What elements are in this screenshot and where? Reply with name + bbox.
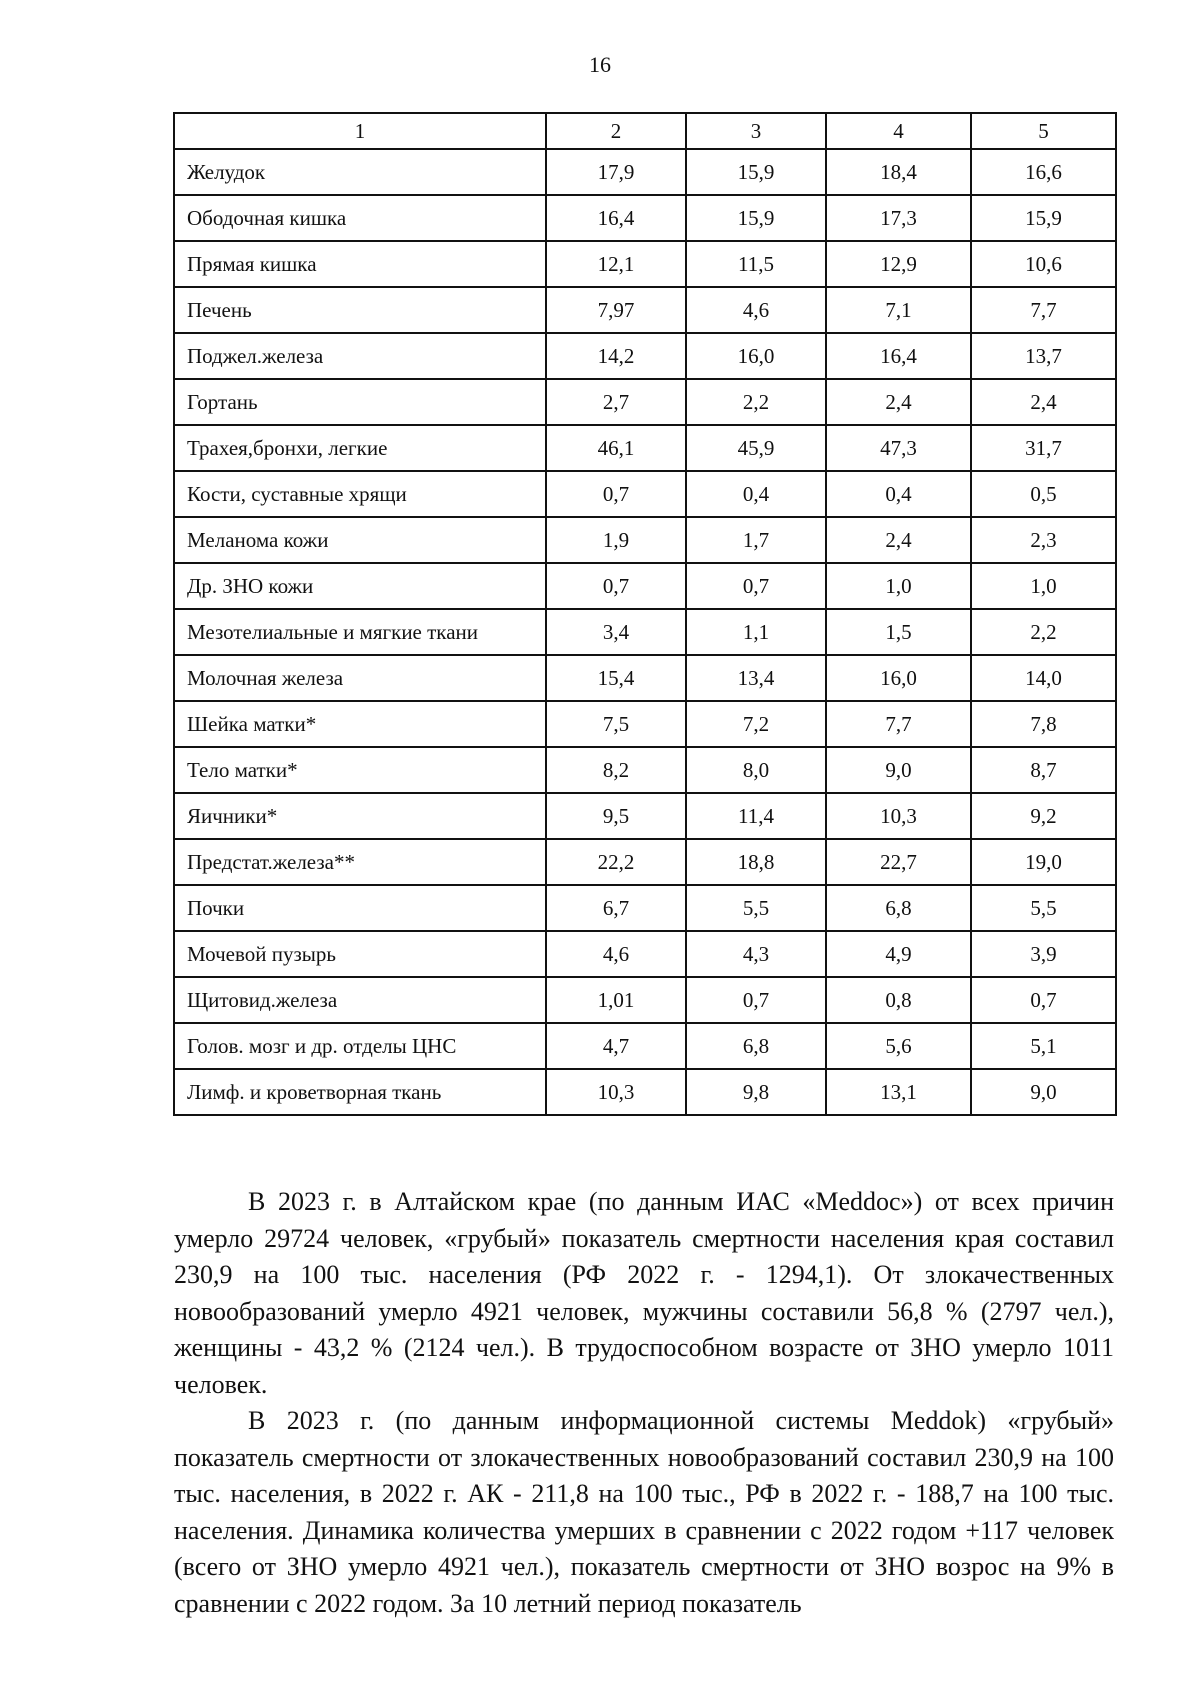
row-label: Молочная железа bbox=[174, 655, 546, 701]
value-cell: 2,2 bbox=[971, 609, 1116, 655]
table-row bbox=[174, 563, 1116, 609]
value-cell: 1,0 bbox=[971, 563, 1116, 609]
table-row bbox=[174, 425, 1116, 471]
value-cell: 31,7 bbox=[971, 425, 1116, 471]
table-row bbox=[174, 471, 1116, 517]
table-row bbox=[174, 655, 1116, 701]
value-cell: 19,0 bbox=[971, 839, 1116, 885]
value-cell: 7,5 bbox=[546, 701, 686, 747]
table-row bbox=[174, 793, 1116, 839]
value-cell: 1,01 bbox=[546, 977, 686, 1023]
value-cell: 3,4 bbox=[546, 609, 686, 655]
table-row bbox=[174, 701, 1116, 747]
value-cell: 9,5 bbox=[546, 793, 686, 839]
value-cell: 10,3 bbox=[546, 1069, 686, 1115]
value-cell: 0,8 bbox=[826, 977, 971, 1023]
value-cell: 15,9 bbox=[686, 195, 826, 241]
value-cell: 15,9 bbox=[971, 195, 1116, 241]
row-label: Яичники* bbox=[174, 793, 546, 839]
value-cell: 47,3 bbox=[826, 425, 971, 471]
table-row bbox=[174, 241, 1116, 287]
paragraph: В 2023 г. в Алтайском крае (по данным ИАС «Meddoc») от всех причин умерло 29724 человек, «грубый» показатель смертности населения края составил 230,9 на 100 тыс. населения (РФ 2022 г. - 1294,1). От злокачественных новообразований умерло 4921 человек, мужчины составили 56,8 % (2797 чел.), женщины - 43,2 % (2124 чел.). В трудоспособном возрасте от ЗНО умерло 1011 человек. bbox=[174, 1187, 1114, 1399]
row-label: Почки bbox=[174, 885, 546, 931]
value-cell: 6,8 bbox=[686, 1023, 826, 1069]
value-cell: 3,9 bbox=[971, 931, 1116, 977]
table-row bbox=[174, 1023, 1116, 1069]
row-label: Щитовид.железа bbox=[174, 977, 546, 1023]
value-cell: 7,97 bbox=[546, 287, 686, 333]
value-cell: 10,6 bbox=[971, 241, 1116, 287]
value-cell: 17,3 bbox=[826, 195, 971, 241]
row-label: Желудок bbox=[174, 149, 546, 195]
table-row bbox=[174, 747, 1116, 793]
value-cell: 16,4 bbox=[546, 195, 686, 241]
value-cell: 7,8 bbox=[971, 701, 1116, 747]
row-label: Прямая кишка bbox=[174, 241, 546, 287]
value-cell: 5,5 bbox=[971, 885, 1116, 931]
value-cell: 16,4 bbox=[826, 333, 971, 379]
value-cell: 7,2 bbox=[686, 701, 826, 747]
table-row bbox=[174, 379, 1116, 425]
value-cell: 2,3 bbox=[971, 517, 1116, 563]
value-cell: 5,5 bbox=[686, 885, 826, 931]
value-cell: 2,7 bbox=[546, 379, 686, 425]
row-label: Мезотелиальные и мягкие ткани bbox=[174, 609, 546, 655]
value-cell: 4,9 bbox=[826, 931, 971, 977]
row-label: Трахея,бронхи, легкие bbox=[174, 425, 546, 471]
value-cell: 5,1 bbox=[971, 1023, 1116, 1069]
value-cell: 7,7 bbox=[971, 287, 1116, 333]
value-cell: 11,4 bbox=[686, 793, 826, 839]
value-cell: 12,1 bbox=[546, 241, 686, 287]
value-cell: 8,2 bbox=[546, 747, 686, 793]
page-number: 16 bbox=[589, 52, 611, 77]
table-row bbox=[174, 977, 1116, 1023]
row-label: Мочевой пузырь bbox=[174, 931, 546, 977]
value-cell: 16,6 bbox=[971, 149, 1116, 195]
row-label: Ободочная кишка bbox=[174, 195, 546, 241]
value-cell: 12,9 bbox=[826, 241, 971, 287]
row-label: Гортань bbox=[174, 379, 546, 425]
value-cell: 5,6 bbox=[826, 1023, 971, 1069]
value-cell: 7,1 bbox=[826, 287, 971, 333]
value-cell: 15,4 bbox=[546, 655, 686, 701]
table-body bbox=[174, 149, 1116, 1115]
value-cell: 7,7 bbox=[826, 701, 971, 747]
table-row bbox=[174, 839, 1116, 885]
mortality-table bbox=[173, 112, 1117, 1116]
value-cell: 9,2 bbox=[971, 793, 1116, 839]
value-cell: 2,4 bbox=[971, 379, 1116, 425]
value-cell: 0,4 bbox=[826, 471, 971, 517]
value-cell: 1,9 bbox=[546, 517, 686, 563]
value-cell: 4,3 bbox=[686, 931, 826, 977]
row-label: Предстат.железа** bbox=[174, 839, 546, 885]
table-row bbox=[174, 195, 1116, 241]
value-cell: 18,4 bbox=[826, 149, 971, 195]
value-cell: 8,0 bbox=[686, 747, 826, 793]
column-header: 2 bbox=[546, 113, 686, 149]
table-row bbox=[174, 287, 1116, 333]
table-row bbox=[174, 517, 1116, 563]
value-cell: 14,2 bbox=[546, 333, 686, 379]
value-cell: 46,1 bbox=[546, 425, 686, 471]
row-label: Др. ЗНО кожи bbox=[174, 563, 546, 609]
value-cell: 14,0 bbox=[971, 655, 1116, 701]
value-cell: 1,5 bbox=[826, 609, 971, 655]
value-cell: 0,7 bbox=[686, 977, 826, 1023]
value-cell: 11,5 bbox=[686, 241, 826, 287]
value-cell: 6,7 bbox=[546, 885, 686, 931]
row-label: Кости, суставные хрящи bbox=[174, 471, 546, 517]
value-cell: 18,8 bbox=[686, 839, 826, 885]
value-cell: 13,7 bbox=[971, 333, 1116, 379]
table-row bbox=[174, 333, 1116, 379]
column-header: 3 bbox=[686, 113, 826, 149]
value-cell: 6,8 bbox=[826, 885, 971, 931]
value-cell: 22,2 bbox=[546, 839, 686, 885]
value-cell: 17,9 bbox=[546, 149, 686, 195]
row-label: Печень bbox=[174, 287, 546, 333]
paragraph: В 2023 г. (по данным информационной системы Meddok) «грубый» показатель смертности от злокачественных новообразований составил 230,9 на 100 тыс. населения, в 2022 г. АК - 211,8 на 100 тыс., РФ в 2022 г. - 188,7 на 100 тыс. населения. Динамика количества умерших в сравнении с 2022 годом +117 человек (всего от ЗНО умерло 4921 чел.), показатель смертности от ЗНО возрос на 9% в сравнении с 2022 годом. За 10 летний период показатель bbox=[174, 1406, 1114, 1618]
value-cell: 16,0 bbox=[686, 333, 826, 379]
value-cell: 2,2 bbox=[686, 379, 826, 425]
value-cell: 13,4 bbox=[686, 655, 826, 701]
value-cell: 1,0 bbox=[826, 563, 971, 609]
value-cell: 2,4 bbox=[826, 517, 971, 563]
row-label: Меланома кожи bbox=[174, 517, 546, 563]
value-cell: 4,6 bbox=[546, 931, 686, 977]
table-row bbox=[174, 931, 1116, 977]
value-cell: 0,7 bbox=[686, 563, 826, 609]
table-row bbox=[174, 1069, 1116, 1115]
row-label: Голов. мозг и др. отделы ЦНС bbox=[174, 1023, 546, 1069]
value-cell: 9,8 bbox=[686, 1069, 826, 1115]
value-cell: 45,9 bbox=[686, 425, 826, 471]
table-row bbox=[174, 609, 1116, 655]
value-cell: 9,0 bbox=[971, 1069, 1116, 1115]
row-label: Поджел.железа bbox=[174, 333, 546, 379]
column-header: 4 bbox=[826, 113, 971, 149]
value-cell: 0,7 bbox=[546, 471, 686, 517]
value-cell: 10,3 bbox=[826, 793, 971, 839]
table-row bbox=[174, 149, 1116, 195]
value-cell: 9,0 bbox=[826, 747, 971, 793]
value-cell: 8,7 bbox=[971, 747, 1116, 793]
value-cell: 0,7 bbox=[546, 563, 686, 609]
value-cell: 13,1 bbox=[826, 1069, 971, 1115]
row-label: Тело матки* bbox=[174, 747, 546, 793]
column-header: 5 bbox=[971, 113, 1116, 149]
column-header: 1 bbox=[174, 113, 546, 149]
value-cell: 2,4 bbox=[826, 379, 971, 425]
value-cell: 0,4 bbox=[686, 471, 826, 517]
value-cell: 4,7 bbox=[546, 1023, 686, 1069]
body-text bbox=[174, 1184, 1114, 1622]
table-row bbox=[174, 885, 1116, 931]
value-cell: 22,7 bbox=[826, 839, 971, 885]
value-cell: 1,7 bbox=[686, 517, 826, 563]
value-cell: 16,0 bbox=[826, 655, 971, 701]
table-header-row bbox=[174, 113, 1116, 149]
value-cell: 0,7 bbox=[971, 977, 1116, 1023]
row-label: Лимф. и кроветворная ткань bbox=[174, 1069, 546, 1115]
row-label: Шейка матки* bbox=[174, 701, 546, 747]
value-cell: 1,1 bbox=[686, 609, 826, 655]
value-cell: 0,5 bbox=[971, 471, 1116, 517]
value-cell: 4,6 bbox=[686, 287, 826, 333]
value-cell: 15,9 bbox=[686, 149, 826, 195]
